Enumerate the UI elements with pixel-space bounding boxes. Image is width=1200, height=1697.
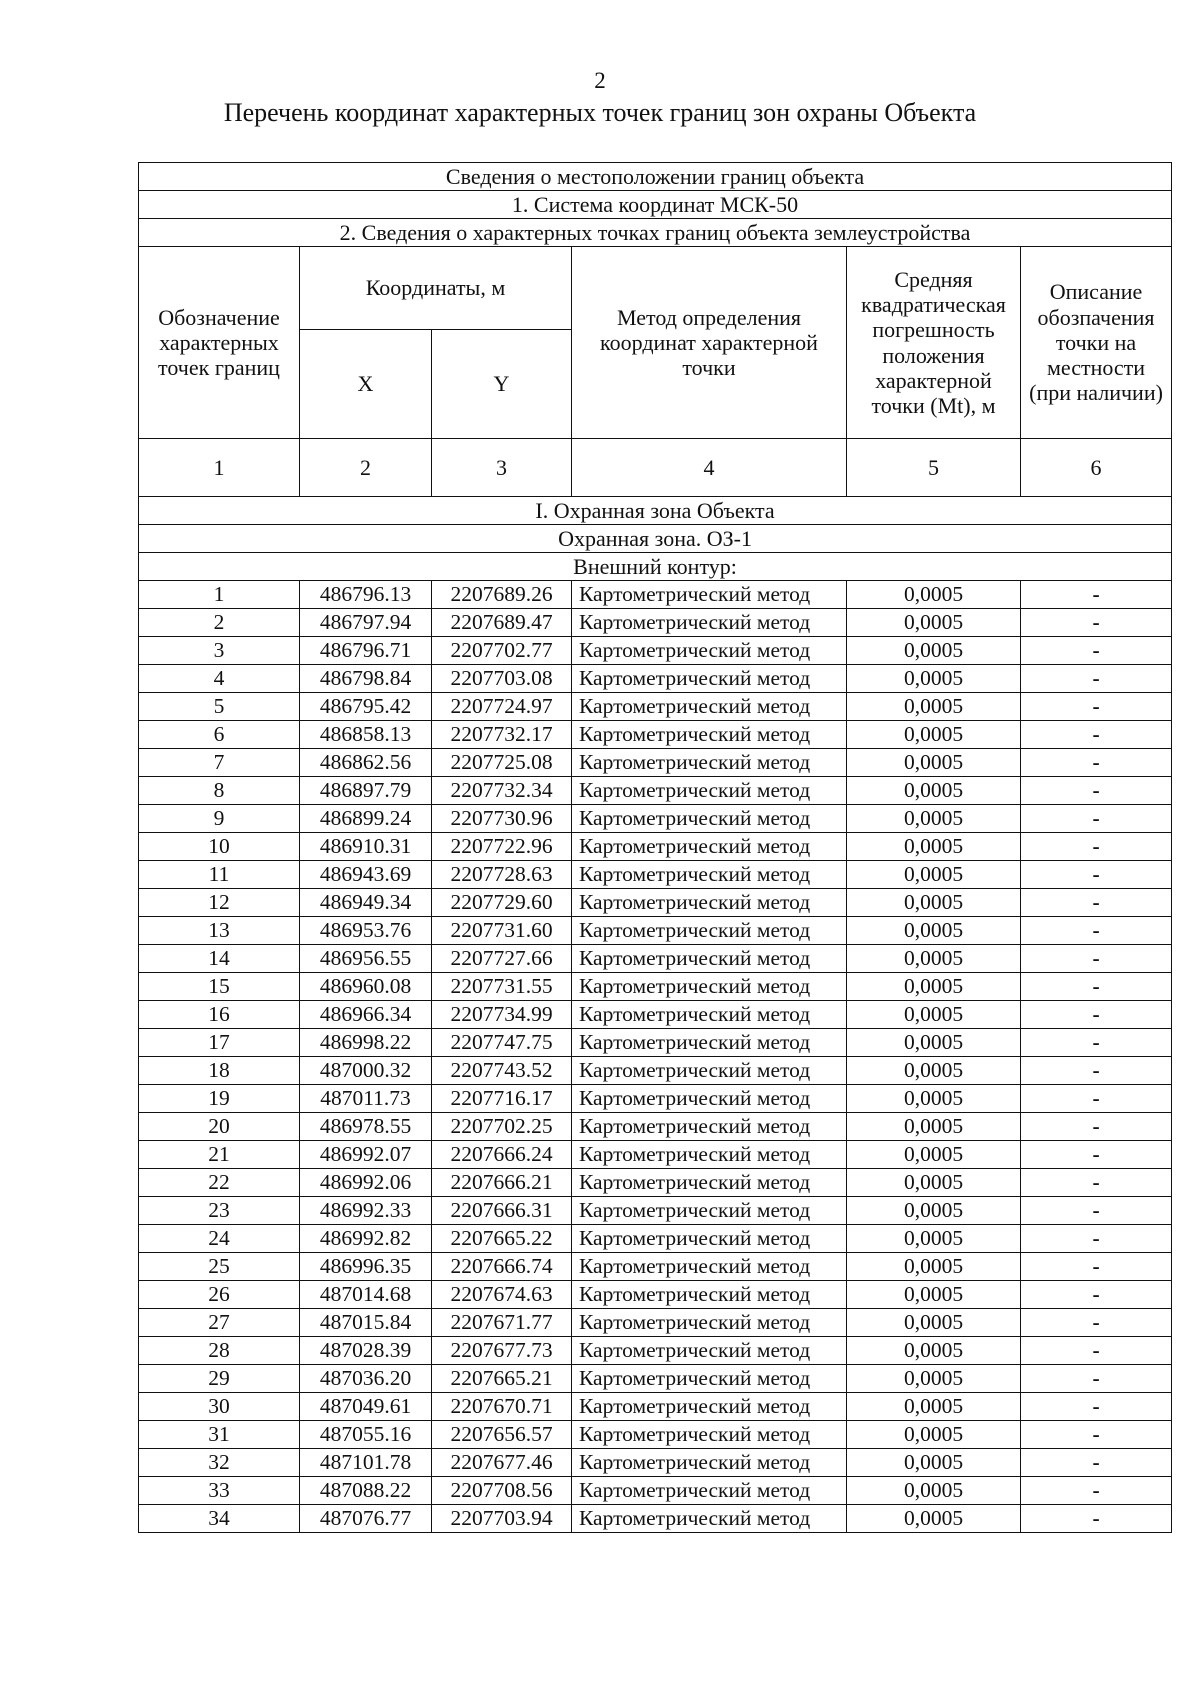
coord-x: 486797.94 — [300, 609, 432, 637]
table-row — [139, 1057, 1172, 1085]
coord-x: 487036.20 — [300, 1365, 432, 1393]
error-value: 0,0005 — [847, 609, 1021, 637]
column-header-method: Метод определения координат характерной точки — [572, 247, 847, 439]
coord-x: 486949.34 — [300, 889, 432, 917]
description: - — [1021, 721, 1172, 749]
point-id: 10 — [139, 833, 300, 861]
error-value: 0,0005 — [847, 721, 1021, 749]
table-row — [139, 1169, 1172, 1197]
description: - — [1021, 1421, 1172, 1449]
method: Картометрический метод — [572, 1029, 847, 1057]
coord-y: 2207708.56 — [432, 1477, 572, 1505]
table-row — [139, 1309, 1172, 1337]
column-number: 5 — [847, 439, 1021, 497]
coord-y: 2207703.94 — [432, 1505, 572, 1533]
coord-x: 486858.13 — [300, 721, 432, 749]
coord-y: 2207729.60 — [432, 889, 572, 917]
description: - — [1021, 637, 1172, 665]
description: - — [1021, 1169, 1172, 1197]
table-row — [139, 637, 1172, 665]
error-value: 0,0005 — [847, 749, 1021, 777]
method: Картометрический метод — [572, 749, 847, 777]
method: Картометрический метод — [572, 581, 847, 609]
point-id: 17 — [139, 1029, 300, 1057]
coord-y: 2207728.63 — [432, 861, 572, 889]
method: Картометрический метод — [572, 1477, 847, 1505]
coord-y: 2207666.24 — [432, 1141, 572, 1169]
description: - — [1021, 805, 1172, 833]
coord-y: 2207731.60 — [432, 917, 572, 945]
point-id: 14 — [139, 945, 300, 973]
error-value: 0,0005 — [847, 665, 1021, 693]
coord-y: 2207703.08 — [432, 665, 572, 693]
coord-x: 487076.77 — [300, 1505, 432, 1533]
error-value: 0,0005 — [847, 1253, 1021, 1281]
coord-x: 486992.06 — [300, 1169, 432, 1197]
table-row — [139, 917, 1172, 945]
error-value: 0,0005 — [847, 1421, 1021, 1449]
coord-x: 486992.33 — [300, 1197, 432, 1225]
coord-y: 2207702.77 — [432, 637, 572, 665]
table-row — [139, 721, 1172, 749]
description: - — [1021, 1393, 1172, 1421]
error-value: 0,0005 — [847, 1393, 1021, 1421]
coord-y: 2207665.21 — [432, 1365, 572, 1393]
coord-x: 486992.07 — [300, 1141, 432, 1169]
column-header-error: Средняя квадратическая погрешность положения характерной точки (Mt), м — [847, 247, 1021, 439]
point-id: 28 — [139, 1337, 300, 1365]
method: Картометрический метод — [572, 609, 847, 637]
method: Картометрический метод — [572, 973, 847, 1001]
description: - — [1021, 1309, 1172, 1337]
coord-y: 2207674.63 — [432, 1281, 572, 1309]
column-number: 3 — [432, 439, 572, 497]
method: Картометрический метод — [572, 1421, 847, 1449]
description: - — [1021, 777, 1172, 805]
method: Картометрический метод — [572, 1337, 847, 1365]
coord-y: 2207689.26 — [432, 581, 572, 609]
method: Картометрический метод — [572, 1225, 847, 1253]
coord-x: 486992.82 — [300, 1225, 432, 1253]
point-id: 7 — [139, 749, 300, 777]
column-number: 6 — [1021, 439, 1172, 497]
method: Картометрический метод — [572, 889, 847, 917]
point-id: 32 — [139, 1449, 300, 1477]
point-id: 19 — [139, 1085, 300, 1113]
point-id: 33 — [139, 1477, 300, 1505]
coord-y: 2207734.99 — [432, 1001, 572, 1029]
coord-y: 2207670.71 — [432, 1393, 572, 1421]
coord-y: 2207656.57 — [432, 1421, 572, 1449]
description: - — [1021, 609, 1172, 637]
error-value: 0,0005 — [847, 1113, 1021, 1141]
table-row — [139, 1141, 1172, 1169]
point-id: 31 — [139, 1421, 300, 1449]
coord-y: 2207666.31 — [432, 1197, 572, 1225]
table-row — [139, 973, 1172, 1001]
description: - — [1021, 861, 1172, 889]
table-header-coordinate-system: 1. Система координат МСК-50 — [139, 191, 1172, 219]
table-row — [139, 1029, 1172, 1057]
table-row — [139, 889, 1172, 917]
table-row — [139, 861, 1172, 889]
method: Картометрический метод — [572, 1281, 847, 1309]
table-row — [139, 1505, 1172, 1533]
point-id: 27 — [139, 1309, 300, 1337]
zone-title: Охранная зона. ОЗ-1 — [139, 525, 1172, 553]
coord-x: 487088.22 — [300, 1477, 432, 1505]
error-value: 0,0005 — [847, 1029, 1021, 1057]
description: - — [1021, 1001, 1172, 1029]
column-header-description: Описание обозпачения точки на местности (при наличии) — [1021, 247, 1172, 439]
table-row — [139, 1197, 1172, 1225]
error-value: 0,0005 — [847, 1169, 1021, 1197]
method: Картометрический метод — [572, 637, 847, 665]
column-number: 4 — [572, 439, 847, 497]
table-row — [139, 1001, 1172, 1029]
table-row — [139, 1253, 1172, 1281]
error-value: 0,0005 — [847, 945, 1021, 973]
point-id: 8 — [139, 777, 300, 805]
coord-x: 487101.78 — [300, 1449, 432, 1477]
column-number: 1 — [139, 439, 300, 497]
description: - — [1021, 833, 1172, 861]
point-id: 29 — [139, 1365, 300, 1393]
error-value: 0,0005 — [847, 1477, 1021, 1505]
table-row — [139, 777, 1172, 805]
error-value: 0,0005 — [847, 581, 1021, 609]
description: - — [1021, 1337, 1172, 1365]
method: Картометрический метод — [572, 945, 847, 973]
table-row — [139, 945, 1172, 973]
point-id: 24 — [139, 1225, 300, 1253]
description: - — [1021, 665, 1172, 693]
table-row — [139, 693, 1172, 721]
method: Картометрический метод — [572, 665, 847, 693]
coord-x: 486897.79 — [300, 777, 432, 805]
method: Картометрический метод — [572, 1141, 847, 1169]
coord-y: 2207677.73 — [432, 1337, 572, 1365]
method: Картометрический метод — [572, 1197, 847, 1225]
description: - — [1021, 1449, 1172, 1477]
coord-y: 2207730.96 — [432, 805, 572, 833]
error-value: 0,0005 — [847, 917, 1021, 945]
description: - — [1021, 1225, 1172, 1253]
description: - — [1021, 1197, 1172, 1225]
error-value: 0,0005 — [847, 1225, 1021, 1253]
description: - — [1021, 1253, 1172, 1281]
error-value: 0,0005 — [847, 1505, 1021, 1533]
point-id: 4 — [139, 665, 300, 693]
error-value: 0,0005 — [847, 1141, 1021, 1169]
point-id: 9 — [139, 805, 300, 833]
description: - — [1021, 1281, 1172, 1309]
error-value: 0,0005 — [847, 1337, 1021, 1365]
coord-y: 2207747.75 — [432, 1029, 572, 1057]
table-row — [139, 581, 1172, 609]
section-title: I. Охранная зона Объекта — [139, 497, 1172, 525]
coord-y: 2207724.97 — [432, 693, 572, 721]
point-id: 6 — [139, 721, 300, 749]
table-header-points-info: 2. Сведения о характерных точках границ объекта землеустройства — [139, 219, 1172, 247]
method: Картометрический метод — [572, 1393, 847, 1421]
method: Картометрический метод — [572, 721, 847, 749]
table-row — [139, 609, 1172, 637]
error-value: 0,0005 — [847, 1449, 1021, 1477]
error-value: 0,0005 — [847, 805, 1021, 833]
coord-x: 486899.24 — [300, 805, 432, 833]
method: Картометрический метод — [572, 1085, 847, 1113]
error-value: 0,0005 — [847, 693, 1021, 721]
point-id: 20 — [139, 1113, 300, 1141]
error-value: 0,0005 — [847, 777, 1021, 805]
coord-y: 2207743.52 — [432, 1057, 572, 1085]
coord-x: 486953.76 — [300, 917, 432, 945]
point-id: 21 — [139, 1141, 300, 1169]
coord-y: 2207722.96 — [432, 833, 572, 861]
point-id: 34 — [139, 1505, 300, 1533]
coord-x: 486796.13 — [300, 581, 432, 609]
description: - — [1021, 1057, 1172, 1085]
coord-x: 487015.84 — [300, 1309, 432, 1337]
coord-x: 487014.68 — [300, 1281, 432, 1309]
coord-y: 2207666.21 — [432, 1169, 572, 1197]
coord-y: 2207677.46 — [432, 1449, 572, 1477]
column-number: 2 — [300, 439, 432, 497]
description: - — [1021, 917, 1172, 945]
coord-x: 486956.55 — [300, 945, 432, 973]
method: Картометрический метод — [572, 1449, 847, 1477]
error-value: 0,0005 — [847, 1309, 1021, 1337]
coord-y: 2207716.17 — [432, 1085, 572, 1113]
method: Картометрический метод — [572, 777, 847, 805]
coord-x: 487049.61 — [300, 1393, 432, 1421]
document-title: Перечень координат характерных точек границ зон охраны Объекта — [223, 98, 977, 127]
coord-x: 487055.16 — [300, 1421, 432, 1449]
coord-x: 486960.08 — [300, 973, 432, 1001]
description: - — [1021, 973, 1172, 1001]
description: - — [1021, 889, 1172, 917]
method: Картометрический метод — [572, 833, 847, 861]
method: Картометрический метод — [572, 693, 847, 721]
description: - — [1021, 945, 1172, 973]
coord-x: 486978.55 — [300, 1113, 432, 1141]
error-value: 0,0005 — [847, 1085, 1021, 1113]
coord-x: 486998.22 — [300, 1029, 432, 1057]
coord-y: 2207732.17 — [432, 721, 572, 749]
error-value: 0,0005 — [847, 833, 1021, 861]
description: - — [1021, 749, 1172, 777]
table-row — [139, 1449, 1172, 1477]
method: Картометрический метод — [572, 917, 847, 945]
coord-x: 486795.42 — [300, 693, 432, 721]
coord-y: 2207666.74 — [432, 1253, 572, 1281]
description: - — [1021, 1505, 1172, 1533]
description: - — [1021, 1141, 1172, 1169]
description: - — [1021, 693, 1172, 721]
table-row — [139, 833, 1172, 861]
table-row — [139, 1085, 1172, 1113]
description: - — [1021, 1085, 1172, 1113]
point-id: 18 — [139, 1057, 300, 1085]
error-value: 0,0005 — [847, 637, 1021, 665]
error-value: 0,0005 — [847, 1365, 1021, 1393]
point-id: 15 — [139, 973, 300, 1001]
coord-y: 2207725.08 — [432, 749, 572, 777]
page-number: 2 — [594, 68, 606, 93]
point-id: 25 — [139, 1253, 300, 1281]
description: - — [1021, 581, 1172, 609]
error-value: 0,0005 — [847, 1281, 1021, 1309]
column-header-y: Y — [432, 330, 572, 439]
coord-x: 486996.35 — [300, 1253, 432, 1281]
method: Картометрический метод — [572, 1169, 847, 1197]
coord-x: 487028.39 — [300, 1337, 432, 1365]
table-row — [139, 1365, 1172, 1393]
point-id: 5 — [139, 693, 300, 721]
error-value: 0,0005 — [847, 973, 1021, 1001]
coord-x: 486966.34 — [300, 1001, 432, 1029]
coord-x: 487011.73 — [300, 1085, 432, 1113]
method: Картометрический метод — [572, 805, 847, 833]
point-id: 22 — [139, 1169, 300, 1197]
coord-y: 2207731.55 — [432, 973, 572, 1001]
table-row — [139, 1393, 1172, 1421]
description: - — [1021, 1029, 1172, 1057]
method: Картометрический метод — [572, 1365, 847, 1393]
method: Картометрический метод — [572, 1113, 847, 1141]
error-value: 0,0005 — [847, 889, 1021, 917]
table-row — [139, 665, 1172, 693]
error-value: 0,0005 — [847, 1001, 1021, 1029]
contour-title: Внешний контур: — [139, 553, 1172, 581]
column-header-point: Обозначение характерных точек границ — [139, 247, 300, 439]
point-id: 30 — [139, 1393, 300, 1421]
method: Картометрический метод — [572, 1309, 847, 1337]
method: Картометрический метод — [572, 1253, 847, 1281]
method: Картометрический метод — [572, 1505, 847, 1533]
table-header-location: Сведения о местоположении границ объекта — [139, 163, 1172, 191]
description: - — [1021, 1113, 1172, 1141]
point-id: 3 — [139, 637, 300, 665]
point-id: 11 — [139, 861, 300, 889]
coord-y: 2207671.77 — [432, 1309, 572, 1337]
coord-x: 486798.84 — [300, 665, 432, 693]
coord-x: 487000.32 — [300, 1057, 432, 1085]
coord-y: 2207727.66 — [432, 945, 572, 973]
coord-y: 2207665.22 — [432, 1225, 572, 1253]
point-id: 16 — [139, 1001, 300, 1029]
table-row — [139, 805, 1172, 833]
method: Картометрический метод — [572, 1057, 847, 1085]
point-id: 23 — [139, 1197, 300, 1225]
coord-x: 486943.69 — [300, 861, 432, 889]
point-id: 26 — [139, 1281, 300, 1309]
method: Картометрический метод — [572, 1001, 847, 1029]
coord-y: 2207702.25 — [432, 1113, 572, 1141]
coord-x: 486910.31 — [300, 833, 432, 861]
coord-y: 2207732.34 — [432, 777, 572, 805]
error-value: 0,0005 — [847, 1197, 1021, 1225]
column-header-x: X — [300, 330, 432, 439]
method: Картометрический метод — [572, 861, 847, 889]
table-row — [139, 1477, 1172, 1505]
point-id: 12 — [139, 889, 300, 917]
table-row — [139, 1281, 1172, 1309]
column-header-coordinates: Координаты, м — [300, 247, 572, 330]
coordinates-table — [138, 162, 1172, 1533]
point-id: 1 — [139, 581, 300, 609]
coord-x: 486796.71 — [300, 637, 432, 665]
coord-y: 2207689.47 — [432, 609, 572, 637]
table-row — [139, 1337, 1172, 1365]
point-id: 2 — [139, 609, 300, 637]
description: - — [1021, 1477, 1172, 1505]
table-row — [139, 1113, 1172, 1141]
description: - — [1021, 1365, 1172, 1393]
error-value: 0,0005 — [847, 861, 1021, 889]
point-id: 13 — [139, 917, 300, 945]
coord-x: 486862.56 — [300, 749, 432, 777]
table-row — [139, 1225, 1172, 1253]
table-row — [139, 749, 1172, 777]
table-row — [139, 1421, 1172, 1449]
error-value: 0,0005 — [847, 1057, 1021, 1085]
